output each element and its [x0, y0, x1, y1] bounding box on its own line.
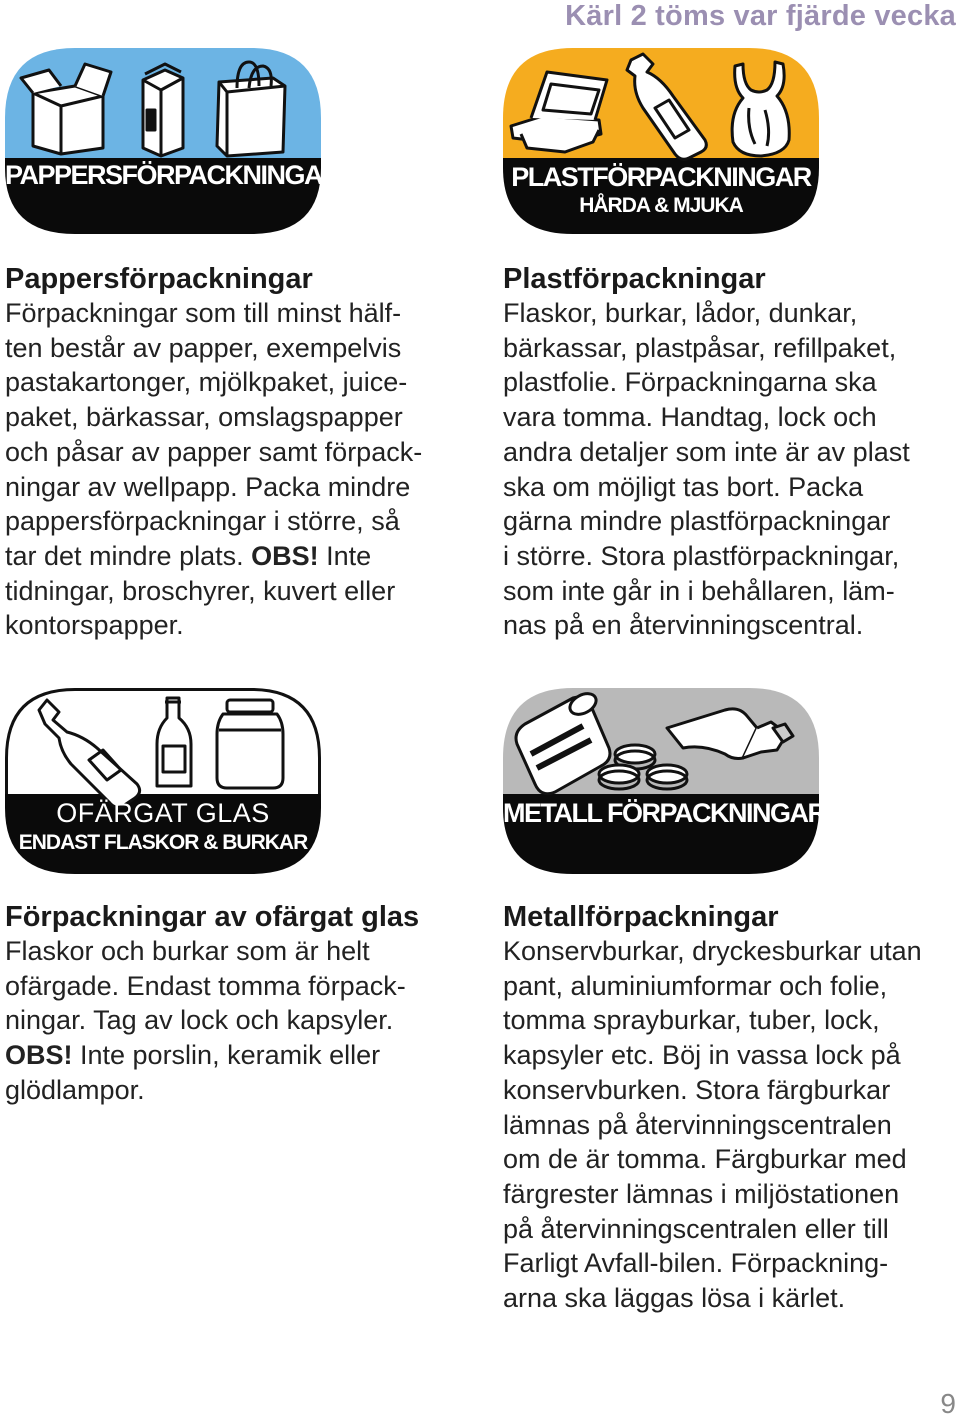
- plastic-section: [503, 262, 958, 643]
- plastic-badge-subtitle: HÅRDA & MJUKA: [579, 194, 743, 217]
- body-text: Inte porslin, keramik eller: [72, 1040, 381, 1071]
- body-line: Farligt Avfall-bilen. Förpackning-: [503, 1248, 889, 1279]
- paper-section: [5, 262, 460, 643]
- body-line: plastfolie. Förpackningarna ska: [503, 367, 877, 398]
- body-text: Inte: [318, 540, 372, 571]
- paper-badge-title: PAPPERSFÖRPACKNINGAR: [5, 160, 341, 190]
- paper-badge: [5, 48, 341, 234]
- body-line: pant, aluminiumformar och folie,: [503, 970, 888, 1001]
- metal-body: [503, 934, 958, 1316]
- plastic-badge: [503, 48, 819, 234]
- glass-badge-subtitle: ENDAST FLASKOR & BURKAR: [18, 831, 308, 854]
- obs-label: OBS!: [251, 540, 319, 571]
- body-line: tidningar, broschyrer, kuvert eller: [5, 575, 396, 606]
- paper-badge-graphic: [5, 48, 341, 234]
- body-line: pastakartonger, mjölkpaket, juice-: [5, 367, 408, 398]
- metal-heading: Metallförpackningar: [503, 901, 779, 933]
- body-line: Flaskor och burkar som är helt: [5, 936, 370, 966]
- body-line: konservburken. Stora färgburkar: [503, 1074, 891, 1105]
- body-line: tar det mindre plats.: [5, 540, 244, 571]
- metal-badge-graphic: [503, 688, 826, 874]
- body-line: nas på en återvinningscentral.: [503, 610, 864, 641]
- page-number: 9: [940, 1388, 956, 1419]
- body-line: Förpackningar som till minst hälf-: [5, 298, 402, 328]
- body-line: ten består av papper, exempelvis: [5, 332, 402, 363]
- body-line: tomma sprayburkar, tuber, lock,: [503, 1005, 880, 1036]
- body-line: Flaskor, burkar, lådor, dunkar,: [503, 298, 858, 328]
- body-line: och påsar av papper samt förpack-: [5, 436, 423, 467]
- metal-badge: [503, 688, 826, 874]
- body-line: glödlampor.: [5, 1074, 145, 1105]
- glass-badge: [5, 688, 321, 874]
- glass-badge-title: OFÄRGAT GLAS: [56, 798, 270, 828]
- body-line: om de är tomma. Färgburkar med: [503, 1144, 907, 1175]
- body-line: ofärgade. Endast tomma förpack-: [5, 970, 406, 1001]
- body-line: gärna mindre plastförpackningar: [503, 506, 891, 537]
- metal-section: [503, 900, 958, 1316]
- paper-heading: Pappersförpackningar: [5, 263, 313, 295]
- body-line: lämnas på återvinningscentralen: [503, 1109, 892, 1140]
- body-line: ningar. Tag av lock och kapsyler.: [5, 1005, 394, 1036]
- body-line: kapsyler etc. Böj in vassa lock på: [503, 1040, 901, 1071]
- body-line: ska om möjligt tas bort. Packa: [503, 471, 864, 502]
- body-line: bärkassar, plastpåsar, refillpaket,: [503, 332, 897, 363]
- glass-jar-icon: [217, 700, 283, 788]
- body-line: på återvinningscentralen eller till: [503, 1213, 889, 1244]
- body-line: färgrester lämnas i miljöstationen: [503, 1178, 900, 1209]
- body-line: andra detaljer som inte är av plast: [503, 436, 910, 467]
- body-line: paket, bärkassar, omslagspapper: [5, 402, 403, 433]
- obs-label: OBS!: [5, 1040, 73, 1071]
- page-header: Kärl 2 töms var fjärde vecka: [565, 0, 956, 32]
- body-line: vara tomma. Handtag, lock och: [503, 402, 877, 433]
- metal-badge-title: METALL FÖRPACKNINGAR: [503, 798, 826, 828]
- body-line: pappersförpackningar i större, så: [5, 506, 400, 537]
- glass-body: [5, 934, 475, 1108]
- body-line: ningar av wellpapp. Packa mindre: [5, 471, 411, 502]
- body-line: kontorspapper.: [5, 610, 184, 641]
- plastic-body: [503, 296, 958, 643]
- glass-heading: Förpackningar av ofärgat glas: [5, 901, 420, 933]
- plastic-heading: Plastförpackningar: [503, 263, 766, 295]
- body-line: Konservburkar, dryckesburkar utan: [503, 936, 922, 966]
- milk-carton-icon: [143, 64, 183, 156]
- glass-section: [5, 900, 475, 1108]
- plastic-badge-title: PLASTFÖRPACKNINGAR: [511, 162, 811, 192]
- body-line: arna ska läggas lösa i kärlet.: [503, 1283, 846, 1314]
- body-line: som inte går in i behållaren, läm-: [503, 575, 895, 606]
- paper-body: [5, 296, 460, 643]
- body-line: i större. Stora plastförpackningar,: [503, 540, 900, 571]
